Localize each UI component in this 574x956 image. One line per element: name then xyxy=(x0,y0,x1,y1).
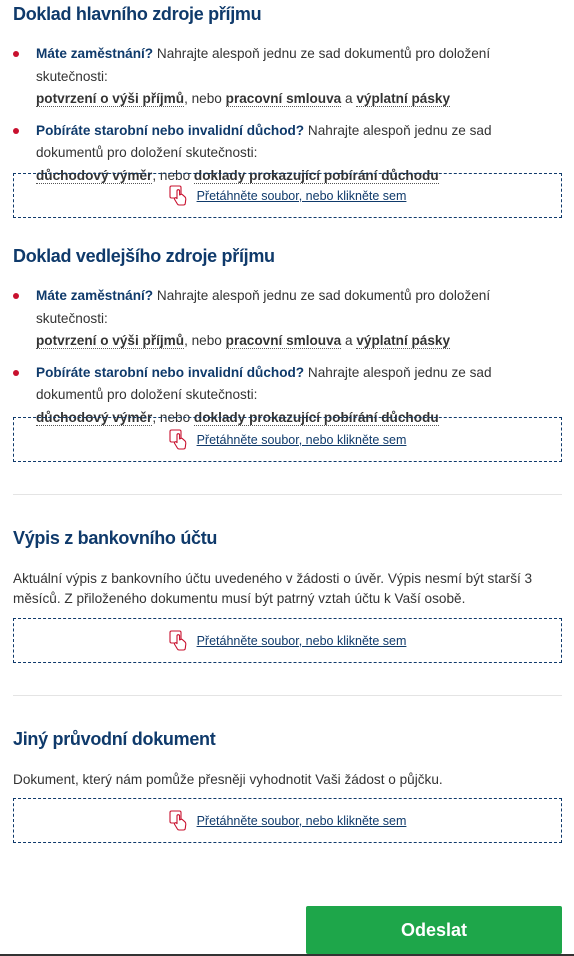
other-document-dropzone[interactable] xyxy=(13,798,562,843)
doc-employment-contract: pracovní smlouva xyxy=(225,91,342,106)
doc-income-confirmation: potvrzení o výši příjmů xyxy=(36,333,185,348)
upload-hand-icon xyxy=(169,429,191,451)
bullet-dot xyxy=(13,293,19,299)
doc-pension-statement: důchodový výměr xyxy=(36,167,153,183)
pension-text: Nahrajte alespoň jednu ze sad dokumentů pro doložení skutečnosti: xyxy=(36,122,492,160)
main-income-title: Doklad hlavního zdroje příjmu xyxy=(13,4,262,24)
section-divider xyxy=(13,494,562,495)
pension-text: Nahrajte alespoň jednu ze sad dokumentů pro doložení skutečnosti: xyxy=(36,364,492,402)
main-income-dropzone[interactable] xyxy=(13,173,562,218)
doc-pension-proof: doklady prokazující pobírání důchodu xyxy=(193,409,439,425)
separator: a xyxy=(341,91,357,106)
main-income-employed-item xyxy=(13,43,562,111)
doc-payslips: výplatní pásky xyxy=(356,91,451,106)
side-income-title: Doklad vedlejšího zdroje příjmu xyxy=(13,246,275,266)
separator: , nebo xyxy=(184,333,226,348)
separator: a xyxy=(341,333,357,348)
main-income-section xyxy=(13,3,562,187)
doc-pension-statement: důchodový výměr xyxy=(36,409,153,425)
bullet-dot xyxy=(13,128,19,134)
section-divider xyxy=(13,695,562,696)
separator: , nebo xyxy=(152,167,194,183)
side-income-bullets xyxy=(13,285,562,429)
doc-employment-contract: pracovní smlouva xyxy=(225,333,342,348)
separator: , nebo xyxy=(184,91,226,106)
other-document-description: Dokument, který nám pomůže přesněji vyhodnotit Vaši žádost o půjčku. xyxy=(13,772,443,787)
doc-pension-proof: doklady prokazující pobírání důchodu xyxy=(193,167,439,183)
other-document-section xyxy=(13,728,562,790)
side-income-employed-item xyxy=(13,285,562,353)
bullet-dot xyxy=(13,370,19,376)
side-income-dropzone[interactable] xyxy=(13,417,562,462)
employed-question: Máte zaměstnání? xyxy=(36,46,154,61)
employed-text: Nahrajte alespoň jednu ze sad dokumentů pro doložení skutečnosti: xyxy=(36,46,491,84)
doc-payslips: výplatní pásky xyxy=(356,333,451,348)
upload-hand-icon xyxy=(169,185,191,207)
upload-hand-icon xyxy=(169,630,191,652)
side-income-section xyxy=(13,245,562,429)
pension-question: Pobíráte starobní nebo invalidní důchod? xyxy=(36,364,305,380)
main-income-bullets xyxy=(13,43,562,187)
dropzone-link[interactable]: Přetáhněte soubor, nebo klikněte sem xyxy=(196,813,407,828)
bank-statement-title: Výpis z bankovního účtu xyxy=(13,528,218,548)
dropzone-link[interactable]: Přetáhněte soubor, nebo klikněte sem xyxy=(196,633,407,648)
bank-statement-description: Aktuální výpis z bankovního účtu uvedeného v žádosti o úvěr. Výpis nesmí být starší 3 měsíců. Z přiloženého dokumentu musí být patrný vztah účtu k Vaší osobě. xyxy=(13,571,533,606)
dropzone-link[interactable]: Přetáhněte soubor, nebo klikněte sem xyxy=(196,432,407,447)
other-document-title: Jiný průvodní dokument xyxy=(13,729,216,749)
bank-statement-section xyxy=(13,527,562,609)
doc-income-confirmation: potvrzení o výši příjmů xyxy=(36,91,185,106)
upload-hand-icon xyxy=(169,810,191,832)
employed-text: Nahrajte alespoň jednu ze sad dokumentů pro doložení skutečnosti: xyxy=(36,288,491,326)
bank-statement-dropzone[interactable] xyxy=(13,618,562,663)
separator: , nebo xyxy=(152,409,194,425)
submit-button[interactable]: Odeslat xyxy=(306,906,562,954)
bullet-dot xyxy=(13,51,19,57)
pension-question: Pobíráte starobní nebo invalidní důchod? xyxy=(36,122,305,138)
dropzone-link[interactable]: Přetáhněte soubor, nebo klikněte sem xyxy=(196,188,407,203)
employed-question: Máte zaměstnání? xyxy=(36,288,154,303)
